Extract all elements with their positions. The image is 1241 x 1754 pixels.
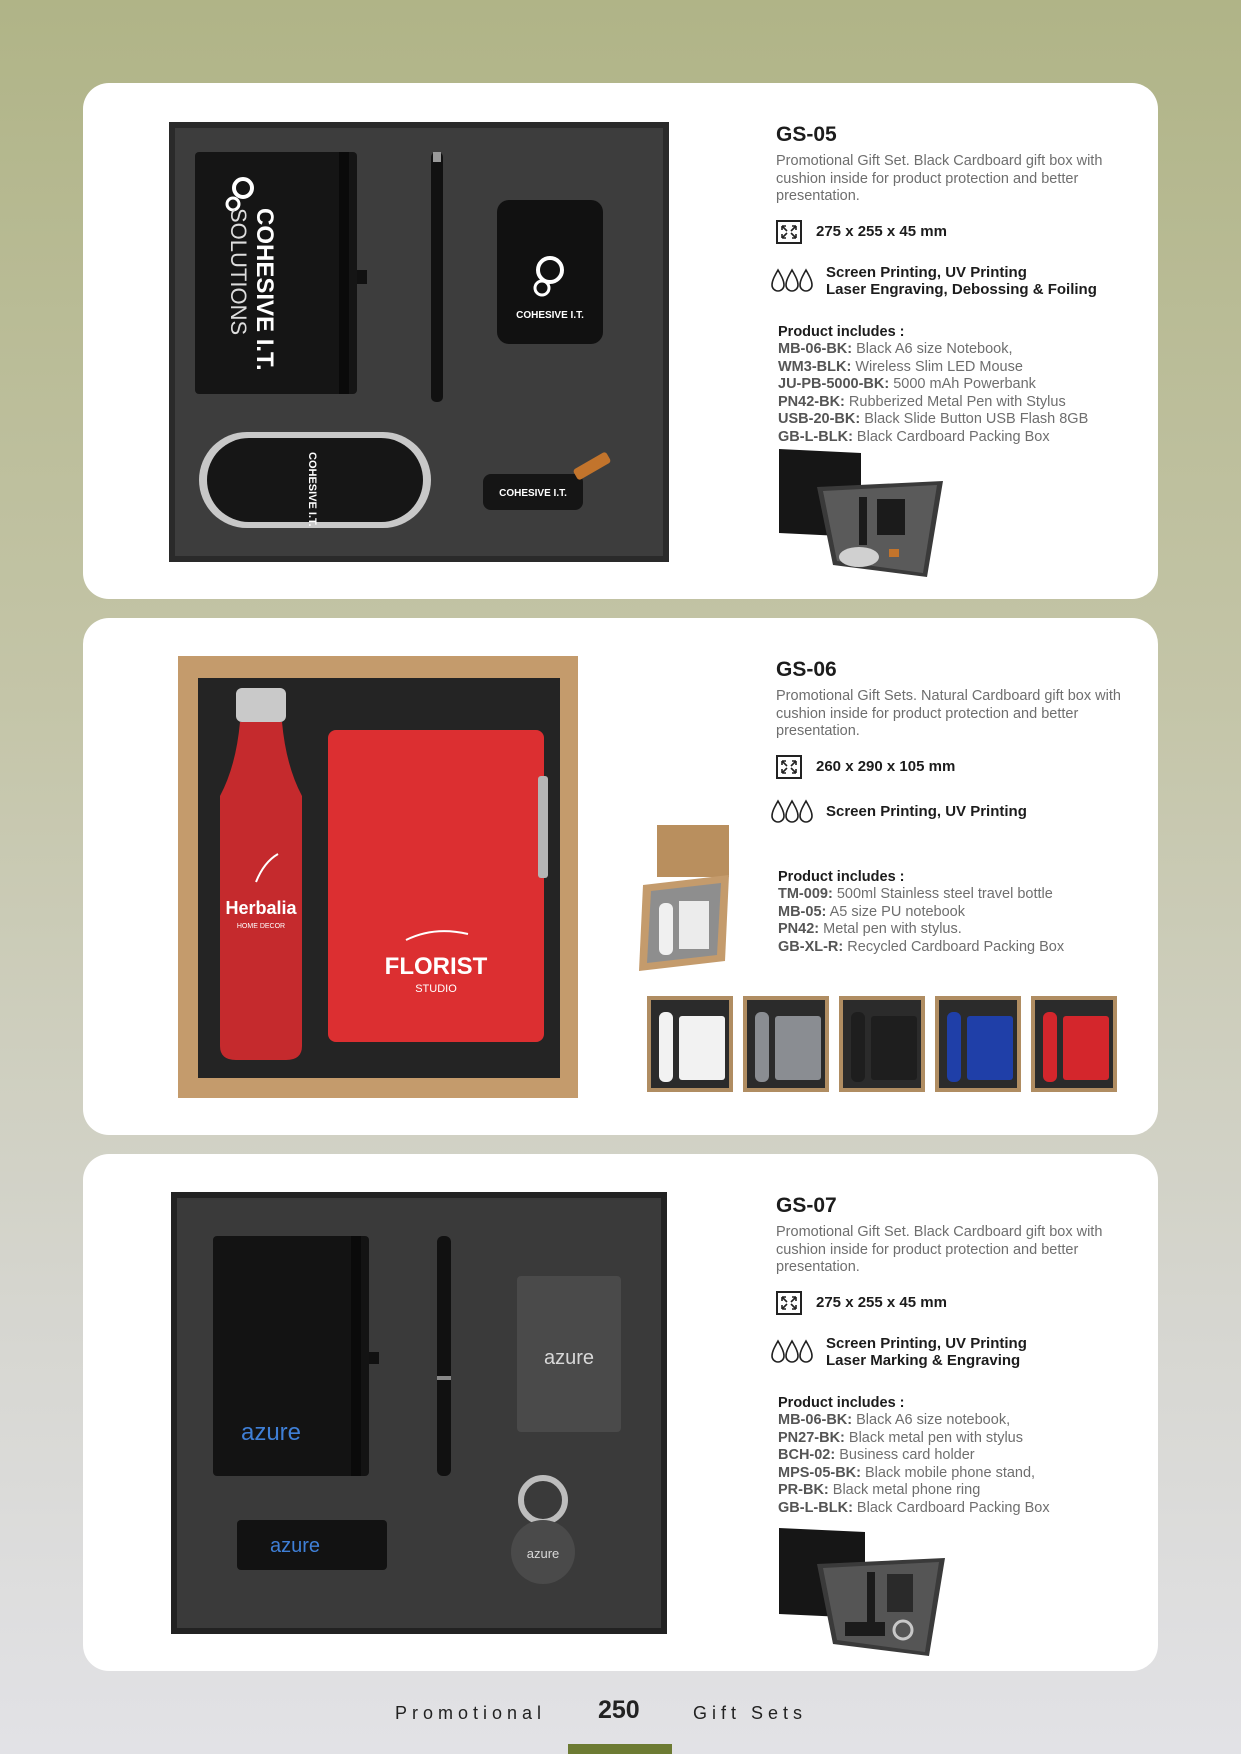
gs-05-description: Promotional Gift Set. Black Cardboard gift box with cushion inside for product protection and better presentation. — [776, 153, 1103, 204]
gs-06-includes-title: Product includes : — [778, 868, 905, 885]
color-variant-thumb — [647, 996, 733, 1092]
gs-07-packaging-photo — [777, 1526, 949, 1660]
ink-drops-icon — [770, 799, 814, 825]
list-item: MPS-05-BK: Black mobile phone stand, — [778, 1464, 1036, 1481]
gs-05-mouse-logo: COHESIVE I.T. — [306, 452, 318, 527]
gs-07-printing-1: Screen Printing, UV Printing — [826, 1334, 1027, 1352]
color-variant-thumb — [839, 996, 925, 1092]
gs-06-printing-1: Screen Printing, UV Printing — [826, 803, 1027, 820]
gs-06-notebook-logo-sub: STUDIO — [415, 983, 457, 995]
color-variant-thumb — [743, 996, 829, 1092]
dimensions-icon — [776, 755, 802, 779]
product-card-gs-05 — [83, 83, 1158, 599]
gs-05-usb-logo: COHESIVE I.T. — [499, 488, 567, 499]
list-item: BCH-02: Business card holder — [778, 1447, 975, 1463]
gs-06-color-variants — [643, 996, 1143, 1094]
gs-05-packaging-photo — [777, 447, 947, 583]
gs-06-product-photo — [178, 656, 578, 1098]
gs-05-notebook-logo: COHESIVE I.T. — [251, 208, 278, 371]
gs-05-code: GS-05 — [776, 123, 837, 146]
gs-07-code: GS-07 — [776, 1194, 837, 1217]
color-variant-thumb — [1031, 996, 1117, 1092]
gs-07-description: Promotional Gift Set. Black Cardboard gift box with cushion inside for product protection and better presentation. — [776, 1224, 1103, 1275]
list-item: GB-L-BLK: Black Cardboard Packing Box — [778, 428, 1050, 445]
gs-07-ring-logo: azure — [526, 1546, 560, 1561]
list-item: PN42-BK: Rubberized Metal Pen with Stylus — [778, 393, 1066, 410]
gs-07-includes — [776, 1395, 1136, 1518]
gs-05-product-photo — [169, 122, 669, 562]
gs-06-code: GS-06 — [776, 658, 837, 681]
gs-05-includes — [776, 324, 1136, 447]
list-item: JU-PB-5000-BK: 5000 mAh Powerbank — [778, 376, 1036, 392]
ink-drops-icon — [770, 268, 814, 294]
gs-06-dimensions: 260 x 290 x 105 mm — [816, 758, 956, 775]
list-item: MB-05: A5 size PU notebook — [778, 903, 965, 920]
color-variant-thumb — [935, 996, 1021, 1092]
gs-06-printing-row — [776, 799, 1136, 825]
gs-06-bottle-logo: Herbalia — [225, 898, 297, 918]
dimensions-icon — [776, 1291, 802, 1315]
list-item: GB-L-BLK: Black Cardboard Packing Box — [778, 1499, 1050, 1516]
list-item: PN42: Metal pen with stylus. — [778, 921, 962, 937]
gs-07-dimensions-row — [776, 1291, 1136, 1315]
product-card-gs-07 — [83, 1154, 1158, 1671]
gs-05-printing-row — [776, 264, 1136, 298]
gs-07-includes-title: Product includes : — [778, 1394, 905, 1411]
gs-07-dimensions: 275 x 255 x 45 mm — [816, 1294, 947, 1311]
gs-07-printing-row — [776, 1335, 1136, 1369]
gs-07-notebook-logo: azure — [240, 1419, 302, 1446]
list-item: WM3-BLK: Wireless Slim LED Mouse — [778, 358, 1023, 375]
footer-left-text: Promotional — [395, 1703, 547, 1723]
list-item: GB-XL-R: Recycled Cardboard Packing Box — [778, 938, 1065, 955]
list-item: MB-06-BK: Black A6 size Notebook, — [778, 341, 1013, 357]
page-number: 250 — [598, 1696, 640, 1724]
footer-accent-bar — [568, 1744, 672, 1754]
list-item: MB-06-BK: Black A6 size notebook, — [778, 1412, 1011, 1428]
gs-07-stand-logo: azure — [269, 1535, 321, 1557]
gs-05-dimensions-row — [776, 220, 1136, 244]
gs-07-printing-2: Laser Marking & Engraving — [826, 1351, 1021, 1369]
product-card-gs-06 — [83, 618, 1158, 1135]
gs-07-cardholder-logo: azure — [543, 1347, 595, 1369]
gs-05-printing-2: Laser Engraving, Debossing & Foiling — [826, 280, 1097, 298]
page-footer — [0, 1690, 1241, 1754]
dimensions-icon — [776, 220, 802, 244]
gs-07-product-photo — [171, 1192, 667, 1634]
gs-06-color-variant-strip — [643, 996, 1123, 1094]
list-item: USB-20-BK: Black Slide Button USB Flash 8GB — [778, 411, 1089, 427]
gs-06-packaging-photo — [635, 823, 739, 975]
gs-05-printing-1: Screen Printing, UV Printing — [826, 263, 1027, 281]
gs-06-notebook-logo: FLORIST — [384, 953, 488, 980]
list-item: TM-009: 500ml Stainless steel travel bottle — [778, 886, 1053, 902]
gs-06-bottle-logo-sub: HOME DECOR — [236, 923, 286, 930]
list-item: PN27-BK: Black metal pen with stylus — [778, 1429, 1023, 1446]
ink-drops-icon — [770, 1339, 814, 1365]
gs-05-dimensions: 275 x 255 x 45 mm — [816, 223, 947, 240]
gs-06-description: Promotional Gift Sets. Natural Cardboard gift box with cushion inside for product protection and better presentation. — [776, 688, 1121, 739]
footer-right-text: Gift Sets — [693, 1703, 808, 1723]
gs-05-powerbank-logo: COHESIVE I.T. — [516, 310, 584, 321]
gs-05-notebook-logo-sub: SOLUTIONS — [226, 208, 251, 336]
gs-05-includes-title: Product includes : — [778, 323, 905, 340]
gs-06-includes — [776, 869, 1136, 957]
list-item: PR-BK: Black metal phone ring — [778, 1482, 981, 1498]
gs-06-dimensions-row — [776, 755, 1136, 779]
